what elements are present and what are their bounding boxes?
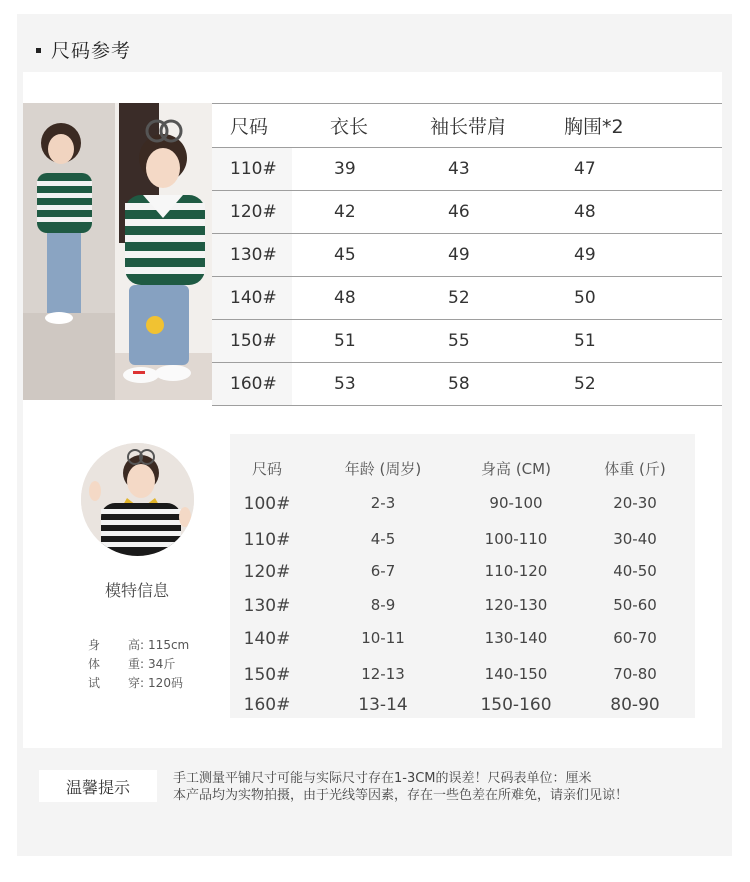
header-cell: 体重 (斤): [604, 460, 666, 478]
stat-label: 重:: [128, 657, 145, 671]
stat-label: 高:: [128, 638, 145, 652]
table-row: [212, 148, 722, 191]
header-cell: 胸围*2: [564, 116, 624, 138]
tips-label: 温馨提示: [39, 770, 157, 802]
table-cell: 2-3: [370, 494, 396, 512]
table-cell: 20-30: [613, 494, 657, 512]
table-row: [230, 562, 695, 588]
table-cell: 43: [448, 159, 470, 179]
header-cell: 衣长: [330, 116, 369, 138]
tips-line: 手工测量平铺尺寸可能与实际尺寸存在1-3CM的误差！尺码表单位：厘米: [173, 771, 592, 786]
table-cell: 160#: [230, 374, 277, 394]
table-row: [212, 191, 722, 234]
model-stat-row: [88, 674, 189, 693]
table-cell: 90-100: [489, 494, 543, 512]
table-row: [230, 494, 695, 520]
table-row: [230, 530, 695, 556]
table-cell: 42: [334, 202, 356, 222]
header-cell: 尺码: [251, 460, 282, 478]
table-cell: 140-150: [484, 665, 548, 683]
table-cell: 30-40: [613, 530, 657, 548]
model-info-title: 模特信息: [105, 581, 170, 600]
model-stat-row: [88, 655, 189, 674]
stat-label: 体: [88, 657, 101, 671]
table-cell: 39: [334, 159, 356, 179]
table-cell: 52: [448, 288, 470, 308]
table-cell: 51: [334, 331, 356, 351]
header-cell: 尺码: [230, 116, 269, 138]
table-row: [230, 629, 695, 655]
tips-line: 本产品均为实物拍摄，由于光线等因素，存在一些色差在所难免，请亲们见谅！: [173, 788, 629, 803]
table-cell: 70-80: [613, 665, 657, 683]
table-cell: 13-14: [358, 695, 408, 715]
table-cell: 110#: [243, 530, 291, 550]
table-row: [212, 320, 722, 363]
table-cell: 10-11: [361, 629, 405, 647]
table-cell: 140#: [243, 629, 291, 649]
table-cell: 60-70: [613, 629, 657, 647]
table-cell: 47: [574, 159, 596, 179]
table-cell: 80-90: [610, 695, 660, 715]
table-cell: 150#: [230, 331, 277, 351]
stat-label: 穿:: [128, 676, 145, 690]
header-cell: 袖长带肩: [430, 116, 507, 138]
table-cell: 6-7: [370, 562, 396, 580]
age-table: [230, 434, 695, 718]
table-cell: 8-9: [370, 596, 396, 614]
table-cell: 55: [448, 331, 470, 351]
table-row: [212, 363, 722, 406]
table-row: [212, 234, 722, 277]
table-header-row: [230, 458, 695, 484]
table-cell: 52: [574, 374, 596, 394]
table-cell: 12-13: [361, 665, 405, 683]
table-cell: 100#: [243, 494, 291, 514]
stat-label: 试: [88, 676, 101, 690]
table-cell: 140#: [230, 288, 277, 308]
table-cell: 110#: [230, 159, 277, 179]
stat-value: 34斤: [148, 657, 176, 671]
model-stat-row: [88, 636, 189, 655]
product-photo: [23, 103, 212, 400]
table-row: [230, 665, 695, 691]
header-cell: 年龄 (周岁): [344, 460, 422, 478]
table-cell: 100-110: [484, 530, 548, 548]
table-cell: 150-160: [480, 695, 552, 715]
table-cell: 49: [448, 245, 470, 265]
table-cell: 48: [574, 202, 596, 222]
table-cell: 120#: [230, 202, 277, 222]
stat-value: 120码: [148, 676, 183, 690]
table-cell: 130#: [243, 596, 291, 616]
table-row: [230, 596, 695, 622]
table-cell: 40-50: [613, 562, 657, 580]
stat-label: 身: [88, 638, 101, 652]
table-cell: 50-60: [613, 596, 657, 614]
table-cell: 130#: [230, 245, 277, 265]
section-title: 尺码参考: [51, 40, 132, 62]
table-cell: 50: [574, 288, 596, 308]
section-header: [17, 14, 732, 72]
table-cell: 49: [574, 245, 596, 265]
table-cell: 130-140: [484, 629, 548, 647]
table-header-row: [212, 103, 722, 148]
table-cell: 48: [334, 288, 356, 308]
table-cell: 51: [574, 331, 596, 351]
table-cell: 120#: [243, 562, 291, 582]
model-stats: [88, 636, 189, 693]
bullet-icon: [36, 48, 41, 53]
table-cell: 160#: [243, 695, 291, 715]
table-cell: 53: [334, 374, 356, 394]
table-row: [212, 277, 722, 320]
table-cell: 4-5: [370, 530, 396, 548]
table-cell: 150#: [243, 665, 291, 685]
table-cell: 46: [448, 202, 470, 222]
header-cell: 身高 (CM): [481, 460, 551, 478]
table-cell: 58: [448, 374, 470, 394]
size-table: [212, 103, 722, 406]
table-cell: 110-120: [484, 562, 548, 580]
table-cell: 45: [334, 245, 356, 265]
stat-value: 115cm: [148, 638, 190, 652]
table-row: [230, 695, 695, 721]
model-avatar: [81, 443, 194, 556]
table-cell: 120-130: [484, 596, 548, 614]
tips-text: [173, 770, 628, 804]
